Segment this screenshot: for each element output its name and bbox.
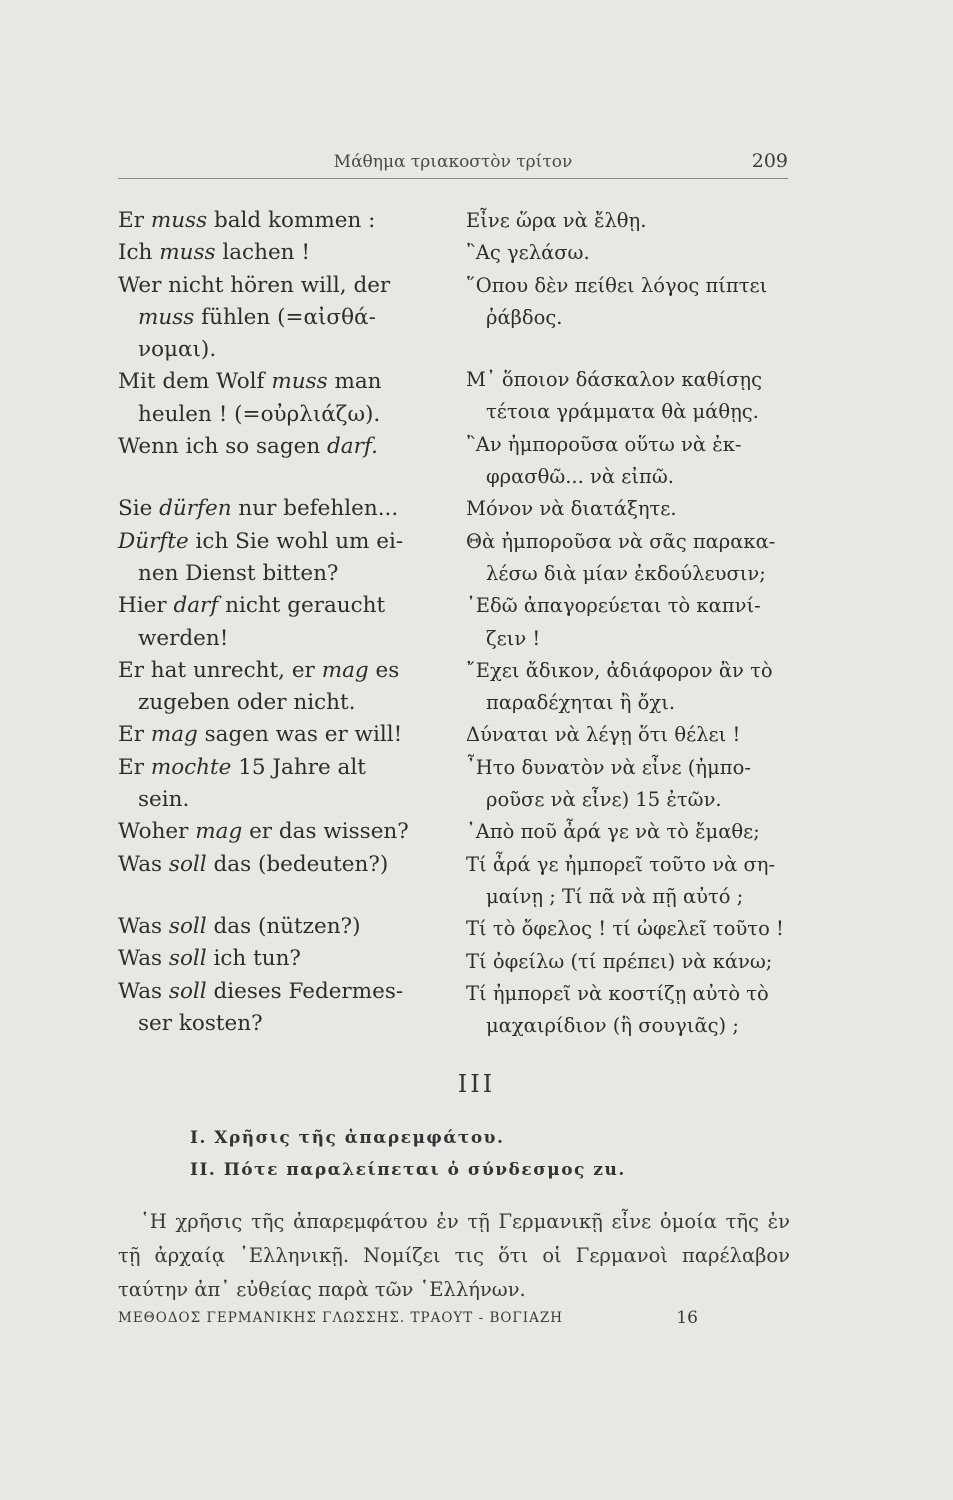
greek-entry-11: ῏Ητο δυνατὸν νὰ εἶνε (ἠμπο- ροῦσε νὰ εἶνε) 15 ἐτῶν. [466, 755, 751, 812]
german-entry-8: Hier darf nicht geraucht werden! [118, 593, 386, 651]
german-entry-4: Mit dem Wolf muss man heulen ! (=οὐρλιάζω). [118, 369, 382, 427]
greek-entry-14: Τί τὸ ὄφελος ! τί ὠφελεῖ τοῦτο ! [466, 917, 784, 941]
section-item-1: I. Χρῆσις τῆς ἀπαρεμφάτου. [190, 1128, 505, 1148]
german-column [118, 205, 436, 1040]
greek-entry-9: ῎Εχει ἄδικον, ἀδιάφορον ἂν τὸ παραδέχηται ἢ ὄχι. [466, 658, 773, 715]
body-paragraph: ῾Η χρῆσις τῆς ἀπαρεμφάτου ἐν τῇ Γερμανικῇ εἶνε ὁμοία τῆς ἐν τῇ ἀρχαίᾳ ῾Ελληνικῇ. Νομίζει τις ὅτι οἱ Γερμανοὶ παρέλαβον ταύτην ἀπ᾽ εὐθείας παρὰ τῶν ῾Ελλήνων. [118, 1210, 790, 1301]
german-entry-1: Er muss bald kommen : [118, 208, 376, 233]
section-item-2: II. Πότε παραλείπεται ὁ σύνδεσμος zu. [190, 1160, 626, 1180]
german-entry-13: Was soll das (bedeuten?) [118, 851, 389, 877]
greek-entry-1: Εἶνε ὥρα νὰ ἔλθῃ. [466, 209, 647, 232]
german-entry-12: Woher mag er das wissen? [118, 819, 409, 845]
german-entry-7: Dürfte ich Sie wohl um ei- nen Dienst bitten? [118, 528, 404, 586]
greek-entry-3: ῞Οπου δὲν πείθει λόγος πίπτει ῥάβδος. [466, 273, 768, 329]
greek-entry-8: ᾽Εδῶ ἀπαγορεύεται τὸ καπνί- ζειν ! [466, 594, 761, 650]
german-entry-15: Was soll ich tun? [118, 946, 301, 972]
german-entry-16: Was soll dieses Federmes- ser kosten? [118, 978, 404, 1036]
greek-entry-15: Τί ὀφείλω (τί πρέπει) νὰ κάνω; [466, 949, 773, 973]
german-entry-3: Wer nicht hören will, der muss fühlen (=αἰσθά- νομαι). [118, 272, 391, 363]
spacer [466, 334, 790, 364]
german-entry-10: Er mag sagen was er will! [118, 722, 403, 748]
greek-entry-4: Μ᾽ ὅποιον δάσκαλον καθίσῃς τέτοια γράμματα θὰ μάθῃς. [466, 368, 763, 424]
german-entry-5: Wenn ich so sagen darf. [118, 434, 378, 460]
greek-entry-6: Μόνον νὰ διατάξητε. [466, 497, 677, 521]
section-numeral: III [457, 1070, 496, 1098]
greek-entry-2: ῍Ας γελάσω. [466, 241, 590, 265]
header-rule [118, 178, 788, 179]
lesson-title: Μάθημα τριακοστὸν τρίτον [333, 152, 573, 172]
greek-entry-10: Δύναται νὰ λέγῃ ὅτι θέλει ! [466, 723, 741, 747]
page-number: 209 [751, 150, 788, 172]
greek-entry-12: ᾽Απὸ ποῦ ἆρά γε νὰ τὸ ἔμαθε; [466, 820, 760, 844]
greek-entry-5: ῍Αν ἠμποροῦσα οὕτω νὰ ἐκ- φρασθῶ... νὰ εἰπῶ. [466, 432, 742, 489]
greek-entry-16: Τί ἠμπορεῖ νὰ κοστίζῃ αὐτὸ τὸ μαχαιρίδιον (ἢ σουγιᾶς) ; [466, 981, 769, 1038]
spacer [118, 881, 436, 911]
german-entry-2: Ich muss lachen ! [118, 240, 310, 266]
footer-book-title: ΜΕΘΟΔΟΣ ΓΕΡΜΑΝΙΚΗΣ ΓΛΩΣΣΗΣ. ΤΡΑΟΥΤ - ΒΟΓΙΑΖΗ [118, 1310, 564, 1326]
german-entry-14: Was soll das (nützen?) [118, 913, 361, 939]
spacer [118, 463, 436, 493]
greek-column [466, 205, 790, 1042]
running-header [118, 150, 788, 178]
german-entry-6: Sie dürfen nur befehlen... [118, 496, 399, 522]
greek-entry-13: Τί ἆρά γε ἠμπορεῖ τοῦτο νὰ ση- μαίνῃ ; Τί πᾶ νὰ πῇ αὐτό ; [466, 852, 776, 908]
german-entry-9: Er hat unrecht, er mag es zugeben oder nicht. [118, 657, 400, 716]
page-footer [118, 1310, 790, 1334]
signature-number: 16 [676, 1308, 698, 1328]
greek-entry-7: Θὰ ἠμποροῦσα νὰ σᾶς παρακα- λέσω διὰ μίαν ἐκδούλευσιν; [466, 529, 776, 585]
german-entry-11: Er mochte 15 Jahre alt sein. [118, 754, 366, 813]
